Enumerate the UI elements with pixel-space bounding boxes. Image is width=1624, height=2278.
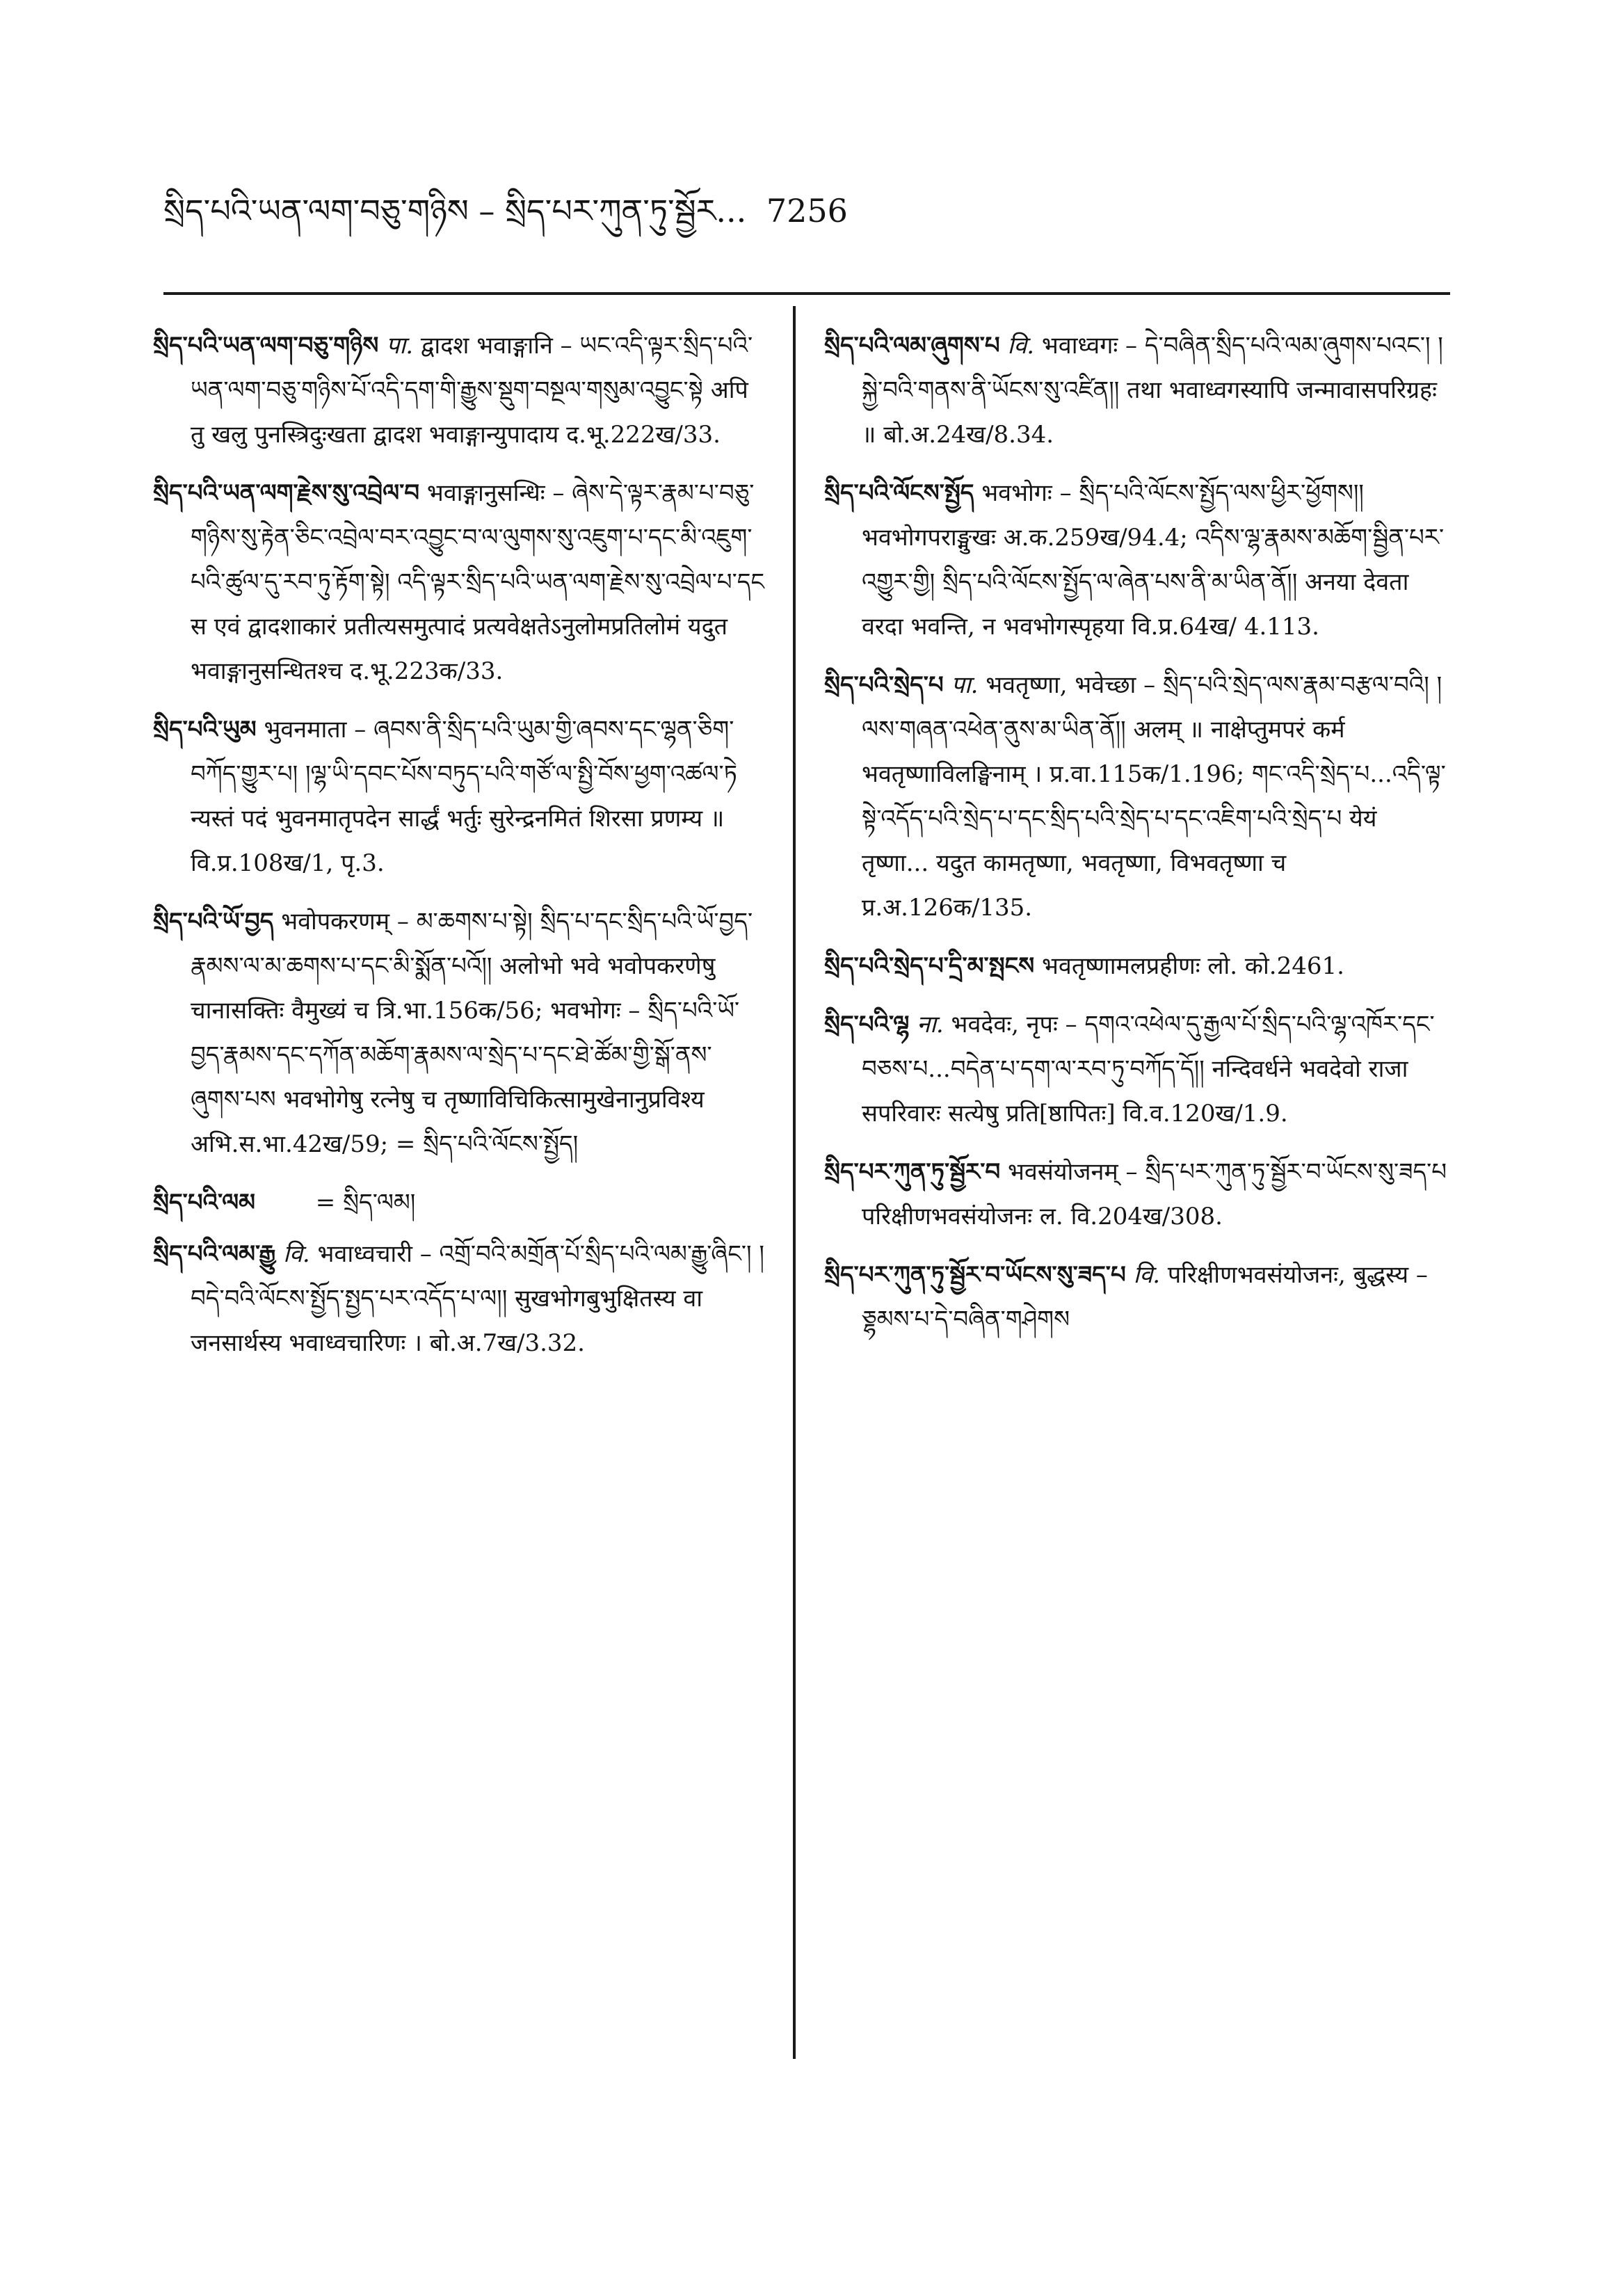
citation: को.2461.: [1244, 952, 1344, 980]
entry-body: द्वादश भवाङ्गानि – ཡང་འདི་ལྟར་སྲིད་པའི་ཡན་ལག་བཅུ་གཉིས་པོ་འདི་དག་གི་རྒྱུས་སྡུག་བསྔལ་གསུམ་འབྱུང་སྟེ अपि तु खलु पुनस्त्रिदुःखता द्वादश भवाङ्गान्युपादाय: [191, 332, 753, 449]
dictionary-entry: [153, 471, 765, 693]
dictionary-entry: [824, 663, 1450, 930]
dictionary-entry: [824, 1150, 1450, 1239]
entry-body: भवाध्वगः – དེ་བཞིན་སྲིད་པའི་ལམ་ཞུགས་པའང་། །སྐྱེ་བའི་གནས་ནི་ཡོངས་སུ་འཛིན།། तथा भवाध्वगस्यापि जन्मावासपरिग्रहः ॥: [862, 332, 1443, 449]
dictionary-entry: [153, 899, 765, 1166]
grammar-tag: पा.: [386, 332, 414, 360]
entry-headword: སྲིད་པའི་ལམ་ཞུགས་པ: [824, 332, 1000, 360]
cross-reference-entry: [153, 1180, 765, 1225]
citation: 4.113.: [1244, 613, 1319, 641]
entry-body: भवसंयोजनम् – སྲིད་པར་ཀུན་ཏུ་སྦྱོར་བ་ཡོངས་སུ་ཟད་པ परिक्षीणभवसंयोजनः ल.: [862, 1158, 1447, 1230]
entry-body: भवाध्वचारी – འགྲོ་བའི་མགྲོན་པོ་སྲིད་པའི་ལམ་རྒྱུ་ཞིང་། །བདེ་བའི་ལོངས་སྤྱོད་སྤྱད་པར་འདོད་པ་ལ།། सुखभोगबुभुक्षितस्य वा जनसार्थस्य भवाध्वचारिणः ।: [191, 1240, 764, 1357]
entry-body: परिक्षीणभवसंयोजनः, बुद्धस्य – ཅྷམས་པ་དེ་བཞིན་གཤེགས: [862, 1261, 1428, 1333]
grammar-tag: वि.: [283, 1240, 310, 1268]
citation: द.भू.223क/33.: [350, 657, 504, 685]
citation: बो.अ.7ख/3.32.: [429, 1329, 585, 1357]
entry-headword: སྲིད་པའི་ལྷ: [824, 1011, 910, 1038]
grammar-tag: पा.: [951, 671, 979, 699]
entry-headword: སྲིད་པའི་ལམ་རྒྱུ: [153, 1240, 276, 1268]
citation: प्र.अ.126क/135.: [862, 894, 1033, 922]
entry-headword: སྲིད་པའི་ཡན་ལག་རྗེས་སུ་འབྲེལ་བ: [153, 479, 420, 507]
entry-body: भवतृष्णामलप्रहीणः लो.: [1042, 952, 1238, 980]
header-range: སྲིད་པའི་ཡན་ལག་བཅུ་གཉིས – སྲིད་པར་ཀུན་ཏུ་སྦྱོར...: [163, 192, 747, 230]
citation: द.भू.222ख/33.: [566, 421, 721, 449]
entry-body: भवभोगः – སྲིད་པའི་ལོངས་སྤྱོད་ལས་ཕྱིར་ཕྱོགས།། भवभोगपराङ्मुखः अ.क.259ख/94.4; འདིས་ལྷ་རྣམས་མཆོག་སྦྱིན་པར་འགྱུར་གྱི། སྲིད་པའི་ལོངས་སྤྱོད་ལ་ཞེན་པས་ནི་མ་ཡིན་ནོ།། अनया देवता वरदा भवन्ति, न भवभोगस्पृहया वि.प्र.64ख/: [862, 479, 1445, 641]
entry-body: भवदेवः, नृपः – དགའ་འཕེལ་དུ་རྒྱལ་པོ་སྲིད་པའི་ལྷ་འཁོར་དང་བཅས་པ...བདེན་པ་དག་ལ་རབ་ཏུ་བཀོད་དོ།། नन्दिवर्धने भवदेवो राजा सपरिवारः सत्येषु प्रति[ष्ठापितः]: [862, 1011, 1435, 1128]
grammar-tag: ना.: [917, 1011, 944, 1038]
entry-headword: སྲིད་པའི་ཡོ་བྱད: [153, 908, 274, 936]
page-number: 7256: [766, 192, 848, 230]
entry-headword: སྲིད་པར་ཀུན་ཏུ་སྦྱོར་བ: [824, 1158, 1001, 1186]
entry-body: भवाङ्गानुसन्धिः – ཞེས་དེ་ལྟར་རྣམ་པ་བཅུ་གཉིས་སུ་རྟེན་ཅིང་འབྲེལ་བར་འབྱུང་བ་ལ་ལུགས་སུ་འཇུག་པ་དང་མི་འཇུག་པའི་ཚུལ་དུ་རབ་ཏུ་རྟོག་སྟེ། འདི་ལྟར་སྲིད་པའི་ཡན་ལག་རྗེས་སུ་འབྲེལ་པ་དང स एवं द्वादशाकारं प्रतीत्यसमुत्पादं प्रत्यवेक्षतेऽनुलोमप्रतिलोमं यदुत भवाङ्गानुसन्धितश्च: [191, 479, 765, 685]
header-rule: [163, 292, 1450, 295]
dictionary-entry: [824, 323, 1450, 457]
entry-body: = སྲིད་ལམ།: [315, 1189, 416, 1217]
entry-headword: སྲིད་པའི་ཡུམ: [153, 716, 257, 744]
column-divider: [793, 306, 796, 2059]
dictionary-entry: [153, 323, 765, 457]
dictionary-entry: [824, 471, 1450, 649]
citation: वि.व.120ख/1.9.: [1123, 1100, 1288, 1128]
entry-body: भवोपकरणम् – མ་ཆགས་པ་སྟེ། སྲིད་པ་དང་སྲིད་པའི་ཡོ་བྱད་རྣམས་ལ་མ་ཆགས་པ་དང་མི་སྨོན་པའོ།། अलोभो भवे भवोपकरणेषु चानासक्तिः वैमुख्यं च त्रि.भा.156क/56; भवभोगः – སྲིད་པའི་ཡོ་བྱད་རྣམས་དང་དཀོན་མཆོག་རྣམས་ལ་སྲེད་པ་དང་ཐེ་ཚོམ་གྱི་སྒོ་ནས་ཞུགས་པས भवभोगेषु रत्नेषु च तृष्णाविचिकित्सामुखेनानुप्रविश्य अभि.स.भा.42ख/59; = སྲིད་པའི་ལོངས་སྤྱོད།: [191, 908, 753, 1158]
dictionary-entry: [153, 707, 765, 885]
dictionary-entry: [824, 1253, 1450, 1342]
grammar-tag: वि.: [1133, 1261, 1161, 1289]
citation: वि.प्र.108ख/1, पृ.3.: [191, 849, 385, 877]
entry-headword: སྲིད་པའི་ཡན་ལག་བཅུ་གཉིས: [153, 332, 379, 360]
citation: बो.अ.24ख/8.34.: [883, 421, 1054, 449]
entry-headword: སྲིད་པའི་ལམ: [153, 1189, 255, 1217]
entry-body: भवतृष्णा, भवेच्छा – སྲིད་པའི་སྲེད་ལས་རྣམ་བརྩལ་བའི། །ལས་གཞན་འཕེན་ནུས་མ་ཡིན་ནོ།། अलम् ॥ नाक्षेप्तुमपरं कर्म भवतृष्णाविलङ्घिनाम् । प्र.वा.115क/1.196; གང་འདི་སྲེད་པ...འདི་ལྟ་སྟེ་འདོད་པའི་སྲེད་པ་དང་སྲིད་པའི་སྲེད་པ་དང་འཇིག་པའི་སྲེད་པ येयं तृष्णा... यदुत कामतृष्णा, भवतृष्णा, विभवतृष्णा च: [862, 671, 1446, 877]
citation: वि.204ख/308.: [1070, 1203, 1223, 1230]
left-column: [153, 323, 765, 1379]
entry-headword: སྲིད་པའི་སྲེད་པ: [824, 671, 944, 699]
dictionary-entry: [153, 1232, 765, 1365]
page-header: [163, 179, 1450, 242]
grammar-tag: वि.: [1007, 332, 1035, 360]
entry-body: भुवनमाता – ཞབས་ནི་སྲིད་པའི་ཡུམ་གྱི་ཞབས་དང་ལྷན་ཅིག་བཀོད་གྱུར་པ། །ལྷ་ཡི་དབང་པོས་བཏུད་པའི་གཙོ་ལ་སྤྱི་བོས་ཕྱག་འཚལ་ཏེ न्यस्तं पदं भुवनमातृपदेन सार्द्धं भर्तुः सुरेन्द्रनमितं शिरसा प्रणम्य ॥: [191, 716, 737, 833]
right-column: [824, 323, 1450, 1356]
entry-headword: སྲིད་པའི་ལོངས་སྤྱོད: [824, 479, 974, 507]
entry-headword: སྲིད་པར་ཀུན་ཏུ་སྦྱོར་བ་ཡོངས་སུ་ཟད་པ: [824, 1261, 1126, 1289]
entry-headword: སྲིད་པའི་སྲེད་པ་དྲི་མ་སྤངས: [824, 952, 1035, 980]
dictionary-entry: [824, 1002, 1450, 1136]
dictionary-entry: [824, 944, 1450, 988]
